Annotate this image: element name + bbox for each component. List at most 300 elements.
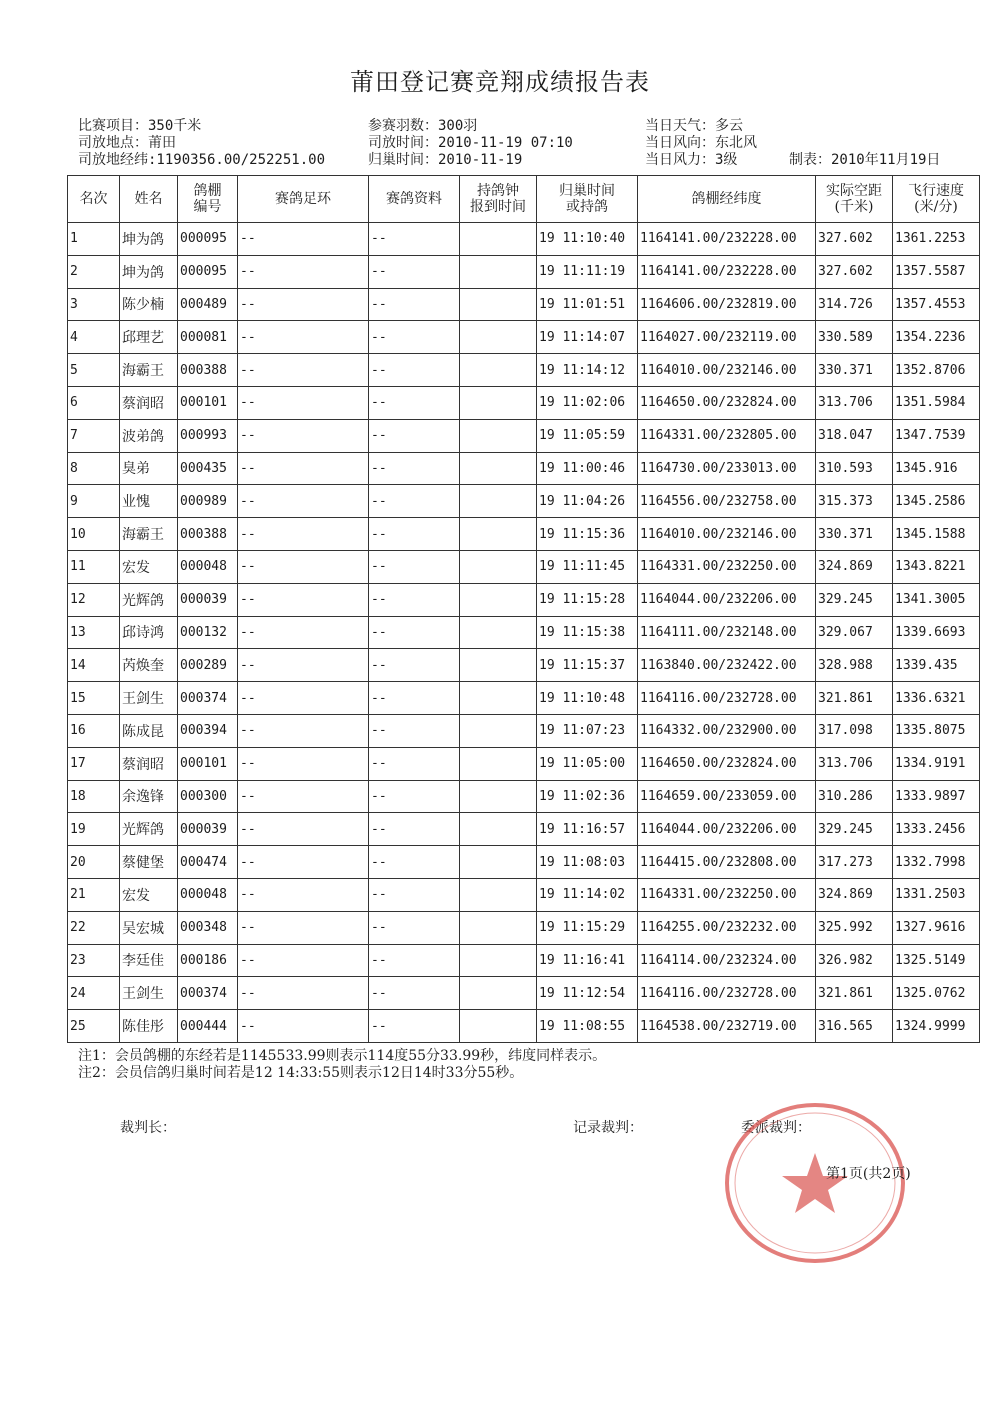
- table-cell: --: [369, 485, 460, 518]
- table-cell: 邱理艺: [120, 321, 178, 354]
- table-cell: [460, 485, 537, 518]
- table-cell: 317.273: [816, 846, 893, 879]
- column-header: 名次: [68, 176, 120, 223]
- table-cell: 325.992: [816, 911, 893, 944]
- made-date: 制表：2010年11月19日: [789, 152, 941, 168]
- table-cell: 光辉鸽: [120, 583, 178, 616]
- table-cell: 327.602: [816, 223, 893, 256]
- table-cell: 329.245: [816, 813, 893, 846]
- table-row: [68, 977, 980, 1010]
- table-cell: [460, 518, 537, 551]
- table-cell: 19 11:14:02: [537, 878, 638, 911]
- meta-col-2: [368, 118, 573, 169]
- table-cell: --: [369, 714, 460, 747]
- table-cell: 000489: [178, 288, 238, 321]
- table-cell: 陈成昆: [120, 714, 178, 747]
- table-cell: [460, 649, 537, 682]
- table-cell: [460, 714, 537, 747]
- table-cell: [460, 386, 537, 419]
- table-cell: 1164415.00/232808.00: [638, 846, 816, 879]
- table-cell: 310.286: [816, 780, 893, 813]
- table-cell: 1345.2586: [893, 485, 980, 518]
- table-cell: 19 11:14:12: [537, 354, 638, 387]
- table-cell: 19 11:05:00: [537, 747, 638, 780]
- table-header-row: [68, 176, 980, 223]
- table-cell: --: [238, 386, 369, 419]
- official-seal-stamp: [720, 1098, 910, 1268]
- table-cell: [460, 255, 537, 288]
- table-cell: 3: [68, 288, 120, 321]
- meta-col-1: [78, 118, 325, 169]
- table-cell: 1334.9191: [893, 747, 980, 780]
- table-cell: 1357.4553: [893, 288, 980, 321]
- table-cell: 1361.2253: [893, 223, 980, 256]
- table-cell: 19 11:16:57: [537, 813, 638, 846]
- table-cell: --: [238, 747, 369, 780]
- table-cell: --: [238, 518, 369, 551]
- table-cell: 1333.9897: [893, 780, 980, 813]
- column-header: 实际空距 (千米): [816, 176, 893, 223]
- table-cell: --: [369, 846, 460, 879]
- table-row: [68, 452, 980, 485]
- column-header: 姓名: [120, 176, 178, 223]
- table-cell: 1335.8075: [893, 714, 980, 747]
- table-cell: --: [238, 649, 369, 682]
- table-row: [68, 321, 980, 354]
- table-cell: [460, 846, 537, 879]
- table-cell: --: [369, 780, 460, 813]
- table-cell: 329.245: [816, 583, 893, 616]
- meta-item: 司放地经纬:1190356.00/252251.00: [78, 152, 326, 168]
- column-header: 鸽棚经纬度: [638, 176, 816, 223]
- table-row: [68, 1010, 980, 1043]
- table-cell: [460, 977, 537, 1010]
- table-cell: 1164114.00/232324.00: [638, 944, 816, 977]
- table-cell: 4: [68, 321, 120, 354]
- table-cell: 1327.9616: [893, 911, 980, 944]
- table-cell: 19 11:11:45: [537, 550, 638, 583]
- table-cell: [460, 813, 537, 846]
- table-cell: 14: [68, 649, 120, 682]
- meta-item: 当日风向：东北风: [645, 135, 757, 151]
- table-cell: 19 11:10:40: [537, 223, 638, 256]
- table-cell: 余逸锋: [120, 780, 178, 813]
- table-cell: 22: [68, 911, 120, 944]
- table-cell: 330.371: [816, 354, 893, 387]
- table-cell: 000048: [178, 550, 238, 583]
- table-cell: 000132: [178, 616, 238, 649]
- table-cell: 19 11:11:19: [537, 255, 638, 288]
- table-cell: 000394: [178, 714, 238, 747]
- table-cell: 王剑生: [120, 977, 178, 1010]
- table-cell: 318.047: [816, 419, 893, 452]
- column-header: 飞行速度 (米/分): [893, 176, 980, 223]
- table-cell: 000081: [178, 321, 238, 354]
- table-cell: 邱诗鸿: [120, 616, 178, 649]
- table-cell: --: [238, 616, 369, 649]
- table-cell: 1164141.00/232228.00: [638, 255, 816, 288]
- table-cell: 19 11:08:03: [537, 846, 638, 879]
- table-cell: 12: [68, 583, 120, 616]
- table-cell: 19: [68, 813, 120, 846]
- table-cell: --: [369, 878, 460, 911]
- table-cell: 1345.1588: [893, 518, 980, 551]
- table-cell: --: [369, 911, 460, 944]
- table-cell: 1351.5984: [893, 386, 980, 419]
- table-row: [68, 714, 980, 747]
- table-cell: 宏发: [120, 878, 178, 911]
- table-cell: --: [369, 616, 460, 649]
- table-cell: 陈佳彤: [120, 1010, 178, 1043]
- meta-col-3: [645, 118, 757, 169]
- table-cell: [460, 616, 537, 649]
- table-cell: 1339.435: [893, 649, 980, 682]
- table-cell: 1341.3005: [893, 583, 980, 616]
- table-cell: --: [369, 223, 460, 256]
- table-cell: 19 11:15:36: [537, 518, 638, 551]
- table-cell: 1164111.00/232148.00: [638, 616, 816, 649]
- table-cell: 1332.7998: [893, 846, 980, 879]
- table-cell: 1164010.00/232146.00: [638, 354, 816, 387]
- table-cell: 1163840.00/232422.00: [638, 649, 816, 682]
- table-cell: 000374: [178, 977, 238, 1010]
- table-cell: --: [369, 550, 460, 583]
- table-cell: --: [238, 813, 369, 846]
- table-cell: --: [238, 878, 369, 911]
- table-cell: 1339.6693: [893, 616, 980, 649]
- table-cell: 000989: [178, 485, 238, 518]
- table-cell: 1164331.00/232250.00: [638, 550, 816, 583]
- table-cell: 324.869: [816, 550, 893, 583]
- table-cell: 327.602: [816, 255, 893, 288]
- table-cell: 1357.5587: [893, 255, 980, 288]
- table-cell: 9: [68, 485, 120, 518]
- table-cell: --: [369, 386, 460, 419]
- table-cell: --: [369, 747, 460, 780]
- table-cell: 328.988: [816, 649, 893, 682]
- table-cell: 海霸王: [120, 354, 178, 387]
- table-cell: 1164255.00/232232.00: [638, 911, 816, 944]
- chief-referee-label: 裁判长：: [120, 1120, 176, 1136]
- table-cell: 10: [68, 518, 120, 551]
- column-header: 赛鸽资料: [369, 176, 460, 223]
- meta-item: 司放地点：莆田: [78, 135, 176, 151]
- table-cell: --: [369, 321, 460, 354]
- table-cell: 313.706: [816, 386, 893, 419]
- table-cell: --: [238, 223, 369, 256]
- table-cell: 8: [68, 452, 120, 485]
- table-cell: 310.593: [816, 452, 893, 485]
- table-cell: 000095: [178, 255, 238, 288]
- column-header: 归巢时间 或持鸽: [537, 176, 638, 223]
- table-cell: 2: [68, 255, 120, 288]
- table-cell: --: [238, 944, 369, 977]
- table-cell: --: [369, 255, 460, 288]
- table-cell: [460, 354, 537, 387]
- note-2: 注2：会员信鸽归巢时间若是12 14:33:55则表示12日14时33分55秒。: [78, 1065, 524, 1081]
- table-cell: 316.565: [816, 1010, 893, 1043]
- table-cell: 321.861: [816, 977, 893, 1010]
- table-cell: 1336.6321: [893, 682, 980, 715]
- table-cell: 17: [68, 747, 120, 780]
- table-cell: 330.589: [816, 321, 893, 354]
- table-cell: --: [369, 452, 460, 485]
- table-cell: --: [238, 419, 369, 452]
- table-cell: --: [238, 255, 369, 288]
- table-cell: 25: [68, 1010, 120, 1043]
- table-cell: [460, 321, 537, 354]
- table-cell: 000993: [178, 419, 238, 452]
- table-cell: --: [238, 550, 369, 583]
- report-title: 莆田登记赛竞翔成绩报告表: [350, 68, 650, 96]
- table-cell: 321.861: [816, 682, 893, 715]
- table-cell: 13: [68, 616, 120, 649]
- table-cell: 315.373: [816, 485, 893, 518]
- table-cell: 18: [68, 780, 120, 813]
- table-cell: 蔡润昭: [120, 747, 178, 780]
- column-header: 持鸽钟 报到时间: [460, 176, 537, 223]
- table-cell: 19 11:07:23: [537, 714, 638, 747]
- table-cell: --: [238, 583, 369, 616]
- meta-item: 参赛羽数：300羽: [368, 118, 478, 134]
- table-cell: 19 11:16:41: [537, 944, 638, 977]
- table-cell: 000300: [178, 780, 238, 813]
- table-cell: 326.982: [816, 944, 893, 977]
- table-cell: 000444: [178, 1010, 238, 1043]
- notes: [78, 1048, 606, 1082]
- page-number: 第1页(共2页): [826, 1166, 911, 1182]
- table-cell: 1164650.00/232824.00: [638, 386, 816, 419]
- table-cell: 臭弟: [120, 452, 178, 485]
- table-cell: 000039: [178, 813, 238, 846]
- table-row: [68, 747, 980, 780]
- table-cell: 1352.8706: [893, 354, 980, 387]
- table-cell: [460, 288, 537, 321]
- table-cell: 314.726: [816, 288, 893, 321]
- meta-item: 当日风力：3级: [645, 152, 738, 168]
- table-cell: 19 11:15:28: [537, 583, 638, 616]
- table-cell: 1164116.00/232728.00: [638, 977, 816, 1010]
- table-cell: 21: [68, 878, 120, 911]
- meta-item: 归巢时间：2010-11-19: [368, 152, 523, 168]
- table-cell: 000388: [178, 354, 238, 387]
- table-cell: 19 11:15:29: [537, 911, 638, 944]
- table-cell: --: [238, 354, 369, 387]
- table-cell: 波弟鸽: [120, 419, 178, 452]
- table-cell: 329.067: [816, 616, 893, 649]
- table-cell: 1164606.00/232819.00: [638, 288, 816, 321]
- table-cell: --: [369, 288, 460, 321]
- table-cell: 1164331.00/232805.00: [638, 419, 816, 452]
- table-cell: --: [238, 714, 369, 747]
- table-cell: 24: [68, 977, 120, 1010]
- delegate-label: 委派裁判：: [741, 1120, 811, 1136]
- table-cell: 000101: [178, 386, 238, 419]
- table-cell: 1343.8221: [893, 550, 980, 583]
- table-cell: [460, 780, 537, 813]
- table-cell: 19 11:02:06: [537, 386, 638, 419]
- table-row: [68, 583, 980, 616]
- table-cell: 000095: [178, 223, 238, 256]
- table-cell: 芮焕奎: [120, 649, 178, 682]
- table-body: [68, 223, 980, 1043]
- table-cell: 19 11:08:55: [537, 1010, 638, 1043]
- table-cell: 1164650.00/232824.00: [638, 747, 816, 780]
- table-cell: 7: [68, 419, 120, 452]
- table-cell: 19 11:05:59: [537, 419, 638, 452]
- table-cell: --: [369, 649, 460, 682]
- table-cell: 000348: [178, 911, 238, 944]
- table-cell: 330.371: [816, 518, 893, 551]
- table-cell: 000048: [178, 878, 238, 911]
- table-cell: 1164010.00/232146.00: [638, 518, 816, 551]
- table-cell: 000039: [178, 583, 238, 616]
- table-cell: 000374: [178, 682, 238, 715]
- table-cell: --: [369, 682, 460, 715]
- table-cell: --: [238, 452, 369, 485]
- table-cell: [460, 1010, 537, 1043]
- table-cell: 5: [68, 354, 120, 387]
- table-cell: 1347.7539: [893, 419, 980, 452]
- table-row: [68, 846, 980, 879]
- table-cell: 19 11:15:37: [537, 649, 638, 682]
- table-cell: 317.098: [816, 714, 893, 747]
- table-cell: 19 11:02:36: [537, 780, 638, 813]
- table-cell: 1164332.00/232900.00: [638, 714, 816, 747]
- table-row: [68, 550, 980, 583]
- table-cell: 19 11:00:46: [537, 452, 638, 485]
- note-1: 注1：会员鸽棚的东经若是1145533.99则表示114度55分33.99秒，纬度同样表示。: [78, 1048, 607, 1064]
- table-cell: 1164141.00/232228.00: [638, 223, 816, 256]
- table-cell: 光辉鸽: [120, 813, 178, 846]
- table-cell: 000101: [178, 747, 238, 780]
- table-cell: [460, 419, 537, 452]
- table-cell: --: [369, 813, 460, 846]
- table-cell: 海霸王: [120, 518, 178, 551]
- meta-item: 比赛项目：350千米: [78, 118, 202, 134]
- table-cell: 1: [68, 223, 120, 256]
- meta-item: 当日天气：多云: [645, 118, 743, 134]
- table-cell: 坤为鸽: [120, 255, 178, 288]
- table-cell: 313.706: [816, 747, 893, 780]
- table-cell: 宏发: [120, 550, 178, 583]
- column-header: 鸽棚 编号: [178, 176, 238, 223]
- table-row: [68, 911, 980, 944]
- table-cell: 19 11:15:38: [537, 616, 638, 649]
- table-cell: 陈少楠: [120, 288, 178, 321]
- table-cell: 19 11:04:26: [537, 485, 638, 518]
- table-cell: --: [369, 977, 460, 1010]
- table-cell: [460, 550, 537, 583]
- table-cell: 1164331.00/232250.00: [638, 878, 816, 911]
- table-cell: 蔡润昭: [120, 386, 178, 419]
- table-row: [68, 813, 980, 846]
- table-cell: --: [238, 1010, 369, 1043]
- table-cell: 1324.9999: [893, 1010, 980, 1043]
- table-cell: 1331.2503: [893, 878, 980, 911]
- table-cell: [460, 223, 537, 256]
- table-cell: [460, 682, 537, 715]
- table-row: [68, 419, 980, 452]
- table-cell: 1164556.00/232758.00: [638, 485, 816, 518]
- table-cell: [460, 911, 537, 944]
- table-cell: 1354.2236: [893, 321, 980, 354]
- table-row: [68, 616, 980, 649]
- table-row: [68, 649, 980, 682]
- table-row: [68, 288, 980, 321]
- recorder-label: 记录裁判：: [573, 1120, 643, 1136]
- table-cell: [460, 944, 537, 977]
- table-row: [68, 255, 980, 288]
- table-cell: 蔡健堡: [120, 846, 178, 879]
- table-cell: --: [238, 485, 369, 518]
- table-cell: 000388: [178, 518, 238, 551]
- table-cell: --: [238, 977, 369, 1010]
- table-cell: --: [369, 944, 460, 977]
- table-cell: 1164027.00/232119.00: [638, 321, 816, 354]
- table-cell: 李廷佳: [120, 944, 178, 977]
- table-cell: 16: [68, 714, 120, 747]
- table-cell: 19 11:10:48: [537, 682, 638, 715]
- column-header: 赛鸽足环: [238, 176, 369, 223]
- table-cell: [460, 583, 537, 616]
- table-row: [68, 878, 980, 911]
- table-cell: 20: [68, 846, 120, 879]
- table-cell: 000435: [178, 452, 238, 485]
- table-cell: --: [369, 583, 460, 616]
- table-cell: --: [369, 419, 460, 452]
- table-cell: --: [369, 518, 460, 551]
- table-cell: 000289: [178, 649, 238, 682]
- table-row: [68, 223, 980, 256]
- table-cell: 1164044.00/232206.00: [638, 583, 816, 616]
- table-cell: 6: [68, 386, 120, 419]
- table-cell: 吴宏城: [120, 911, 178, 944]
- meta-item: 司放时间：2010-11-19 07:10: [368, 135, 573, 151]
- table-row: [68, 386, 980, 419]
- table-cell: 15: [68, 682, 120, 715]
- table-cell: 1333.2456: [893, 813, 980, 846]
- table-cell: 23: [68, 944, 120, 977]
- results-table: [67, 175, 980, 1043]
- table-row: [68, 518, 980, 551]
- table-cell: --: [238, 846, 369, 879]
- table-cell: 1164116.00/232728.00: [638, 682, 816, 715]
- table-row: [68, 354, 980, 387]
- table-cell: --: [369, 354, 460, 387]
- table-row: [68, 485, 980, 518]
- table-cell: 19 11:01:51: [537, 288, 638, 321]
- table-cell: --: [238, 321, 369, 354]
- table-row: [68, 944, 980, 977]
- table-cell: 1164044.00/232206.00: [638, 813, 816, 846]
- table-cell: 1164538.00/232719.00: [638, 1010, 816, 1043]
- table-cell: [460, 878, 537, 911]
- table-cell: 1325.0762: [893, 977, 980, 1010]
- table-cell: [460, 747, 537, 780]
- table-cell: 1164730.00/233013.00: [638, 452, 816, 485]
- table-cell: 1164659.00/233059.00: [638, 780, 816, 813]
- table-cell: 19 11:12:54: [537, 977, 638, 1010]
- table-cell: 000186: [178, 944, 238, 977]
- table-cell: 11: [68, 550, 120, 583]
- table-cell: 324.869: [816, 878, 893, 911]
- table-cell: 坤为鸽: [120, 223, 178, 256]
- table-cell: [460, 452, 537, 485]
- table-cell: --: [238, 682, 369, 715]
- table-cell: 19 11:14:07: [537, 321, 638, 354]
- table-row: [68, 780, 980, 813]
